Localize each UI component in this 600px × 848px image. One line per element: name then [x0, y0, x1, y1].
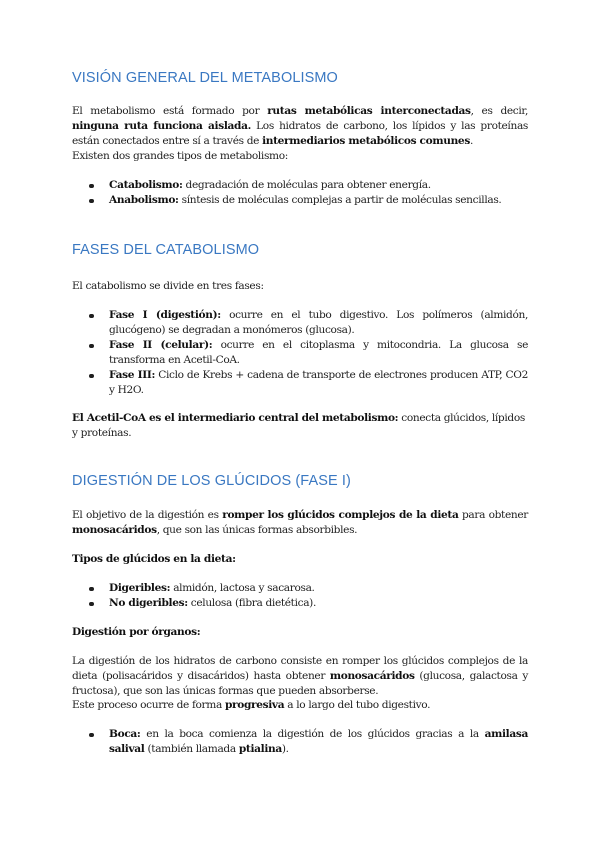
- phases-intro: El catabolismo se divide en tres fases:: [72, 280, 264, 292]
- section-title-digestion: DIGESTIÓN DE LOS GLÚCIDOS (FASE I): [72, 473, 351, 489]
- carbohydrate-types-heading: Tipos de glúcidos en la dieta:: [72, 553, 236, 565]
- metabolism-types-list: [72, 178, 528, 208]
- list-item: Fase III: Ciclo de Krebs + cadena de transporte de electrones producen ATP, CO2 y H2O.: [72, 368, 528, 398]
- carbohydrate-types-list: [72, 581, 528, 611]
- list-item: Fase II (celular): ocurre en el citoplasma y mitocondria. La glucosa se transforma en Acetil-CoA.: [72, 338, 528, 368]
- bullet-icon: [89, 374, 94, 379]
- bullet-icon: [89, 602, 94, 607]
- digestion-objective: El objetivo de la digestión es romper los glúcidos complejos de la dieta para obtener monosacáridos, que son las únicas formas absorbibles.: [72, 509, 528, 536]
- list-item: Anabolismo: síntesis de moléculas complejas a partir de moléculas sencillas.: [72, 193, 528, 208]
- acetyl-coa-summary: El Acetil-CoA es el intermediario central del metabolismo: conecta glúcidos, lípidos y proteínas.: [72, 412, 525, 439]
- organs-paragraph: La digestión de los hidratos de carbono consiste en romper los glúcidos complejos de la dieta (polisacáridos y disacáridos) hasta obtener monosacáridos (glucosa, galactosa y fructosa), que son las únicas formas que pueden absorberse.: [72, 655, 528, 697]
- phases-list: [72, 308, 528, 398]
- bullet-icon: [89, 344, 94, 349]
- metabolism-types-intro: Existen dos grandes tipos de metabolismo:: [72, 150, 288, 162]
- bullet-icon: [89, 587, 94, 592]
- list-item: Fase I (digestión): ocurre en el tubo digestivo. Los polímeros (almidón, glucógeno) se degradan a monómeros (glucosa).: [72, 308, 528, 338]
- list-item: Digeribles: almidón, lactosa y sacarosa.: [72, 581, 528, 596]
- organs-heading: Digestión por órganos:: [72, 626, 201, 638]
- overview-paragraph: El metabolismo está formado por rutas metabólicas interconectadas, es decir, ninguna ruta funciona aislada. Los hidratos de carbono, los lípidos y las proteínas están conectados entre sí a través de intermediarios metabólicos comunes.: [72, 105, 528, 147]
- section-title-overview: VISIÓN GENERAL DEL METABOLISMO: [72, 70, 338, 86]
- list-item: Catabolismo: degradación de moléculas para obtener energía.: [72, 178, 528, 193]
- bullet-icon: [89, 314, 94, 319]
- bullet-icon: [89, 733, 94, 738]
- bullet-icon: [89, 184, 94, 189]
- list-item: No digeribles: celulosa (fibra dietética).: [72, 596, 528, 611]
- organs-list: [72, 727, 528, 757]
- list-item: Boca: en la boca comienza la digestión de los glúcidos gracias a la amilasa salival (también llamada ptialina).: [72, 727, 528, 757]
- section-title-phases: FASES DEL CATABOLISMO: [72, 242, 260, 258]
- bullet-icon: [89, 199, 94, 204]
- progressive-paragraph: Este proceso ocurre de forma progresiva a lo largo del tubo digestivo.: [72, 699, 431, 711]
